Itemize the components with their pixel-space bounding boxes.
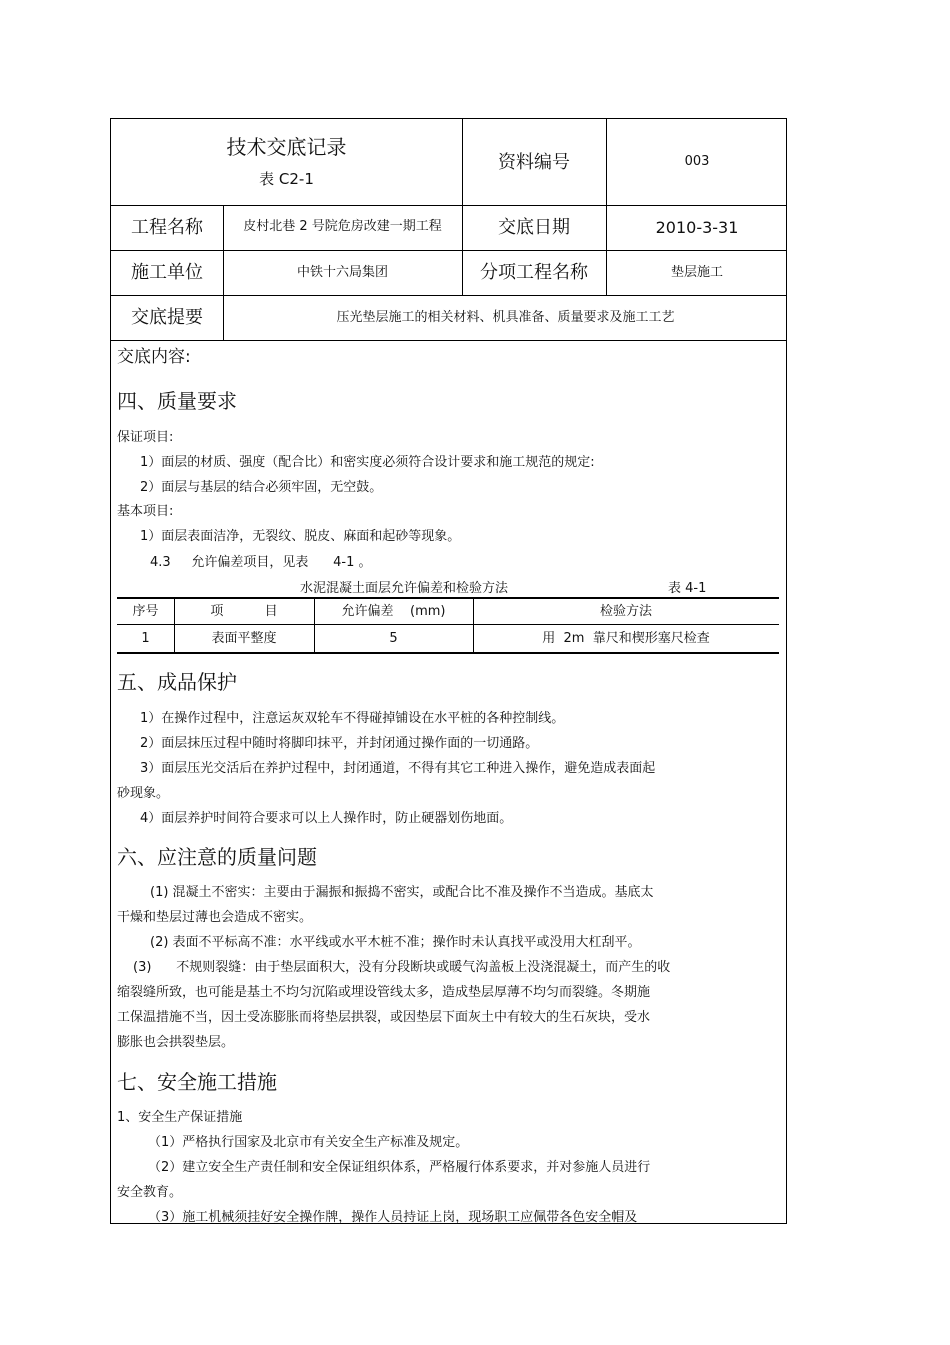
basic-heading: 基本项目: (117, 504, 174, 519)
safety-item-1: （1）严格执行国家及北京市有关安全生产标准及规定。 (148, 1135, 469, 1150)
subitem-value: 垫层施工 (670, 264, 723, 280)
protection-item-2: 2）面层抹压过程中随时将脚印抹平，并封闭通过操作面的一切通路。 (140, 736, 539, 751)
table-bottom-rule (117, 652, 779, 654)
table-cell: 5 (389, 630, 398, 646)
protection-item-3-cont: 砂现象。 (117, 786, 170, 801)
quality-issue-3: (3) 不规则裂缝：由于垫层面积大，没有分段断块或暖气沟盖板上没浇混凝土，而产生的收 (133, 960, 671, 975)
basic-item-1: 1）面层表面洁净，无裂纹、脱皮、麻面和起砂等现象。 (140, 529, 461, 544)
quality-issue-3-cont: 膨胀也会拱裂垫层。 (117, 1035, 235, 1050)
guarantee-heading: 保证项目: (117, 430, 174, 445)
safety-item-3: （3）施工机械须挂好安全操作牌，操作人员持证上岗，现场职工应佩带各色安全帽及 (148, 1210, 638, 1225)
allowed-deviation-note: 4.3 允许偏差项目，见表 4-1 。 (150, 555, 372, 570)
form-title-cell (111, 119, 462, 205)
table-header-cell: 序号 (132, 603, 159, 619)
doc-no-value: 003 (684, 154, 710, 170)
quality-issue-1-cont: 干燥和垫层过薄也会造成不密实。 (117, 910, 313, 925)
quality-issue-3-cont: 缩裂缝所致，也可能是基土不均匀沉陷或埋设管线太多，造成垫层厚薄不均匀而裂缝。冬期施 (117, 985, 651, 1000)
row-divider (111, 340, 786, 341)
section-4-title: 四、质量要求 (117, 389, 237, 413)
section-5-title: 五、成品保护 (117, 670, 237, 694)
table-caption: 水泥混凝土面层允许偏差和检验方法 (300, 581, 509, 596)
safety-item-2: （2）建立安全生产责任制和安全保证组织体系，严格履行体系要求，并对参施人员进行 (148, 1160, 651, 1175)
table-cell: 表面平整度 (211, 630, 277, 646)
table-cell: 用 2m 靠尺和楔形塞尺检查 (542, 630, 710, 646)
project-name-label: 工程名称 (131, 217, 203, 238)
form-title: 技术交底记录 (226, 134, 347, 159)
date-value: 2010-3-31 (655, 217, 739, 237)
table-header-cell: 项 目 (210, 603, 278, 619)
quality-issue-1: (1) 混凝土不密实：主要由于漏振和振捣不密实，或配合比不准及操作不当造成。基底太 (150, 885, 654, 900)
subitem-label: 分项工程名称 (480, 262, 588, 283)
protection-item-4: 4）面层养护时间符合要求可以上人操作时，防止硬器划伤地面。 (140, 811, 513, 826)
guarantee-item-1: 1）面层的材质、强度（配合比）和密实度必须符合设计要求和施工规范的规定: (140, 455, 595, 470)
safety-subheading: 1、安全生产保证措施 (117, 1110, 243, 1125)
project-name-value: 皮村北巷 2 号院危房改建一期工程 (243, 219, 442, 235)
protection-item-3: 3）面层压光交活后在养护过程中，封闭通道，不得有其它工种进入操作，避免造成表面起 (140, 761, 656, 776)
table-header-cell: 检验方法 (599, 603, 652, 619)
summary-label: 交底提要 (131, 307, 203, 328)
content-label: 交底内容: (117, 347, 191, 367)
table-header-cell: 允许偏差 (mm) (341, 603, 446, 619)
section-6-title: 六、应注意的质量问题 (117, 845, 317, 869)
form-number: 表 C2-1 (259, 169, 314, 188)
safety-item-2-cont: 安全教育。 (117, 1185, 183, 1200)
quality-issue-2: (2) 表面不平标高不准：水平线或水平木桩不准；操作时未认真找平或没用大杠刮平。 (150, 935, 641, 950)
unit-label: 施工单位 (131, 262, 203, 283)
section-7-title: 七、安全施工措施 (117, 1070, 277, 1094)
guarantee-item-2: 2）面层与基层的结合必须牢固，无空鼓。 (140, 480, 383, 495)
table-reference: 表 4-1 (668, 581, 707, 596)
protection-item-1: 1）在操作过程中，注意运灰双轮车不得碰掉铺设在水平桩的各种控制线。 (140, 711, 565, 726)
summary-value: 压光垫层施工的相关材料、机具准备、质量要求及施工工艺 (336, 309, 675, 325)
doc-no-label: 资料编号 (498, 151, 570, 173)
quality-issue-3-cont: 工保温措施不当，因土受冻膨胀而将垫层拱裂，或因垫层下面灰土中有较大的生石灰块，受水 (117, 1010, 651, 1025)
table-cell: 1 (141, 630, 150, 646)
date-label: 交底日期 (498, 217, 570, 238)
unit-value: 中铁十六局集团 (296, 264, 388, 280)
